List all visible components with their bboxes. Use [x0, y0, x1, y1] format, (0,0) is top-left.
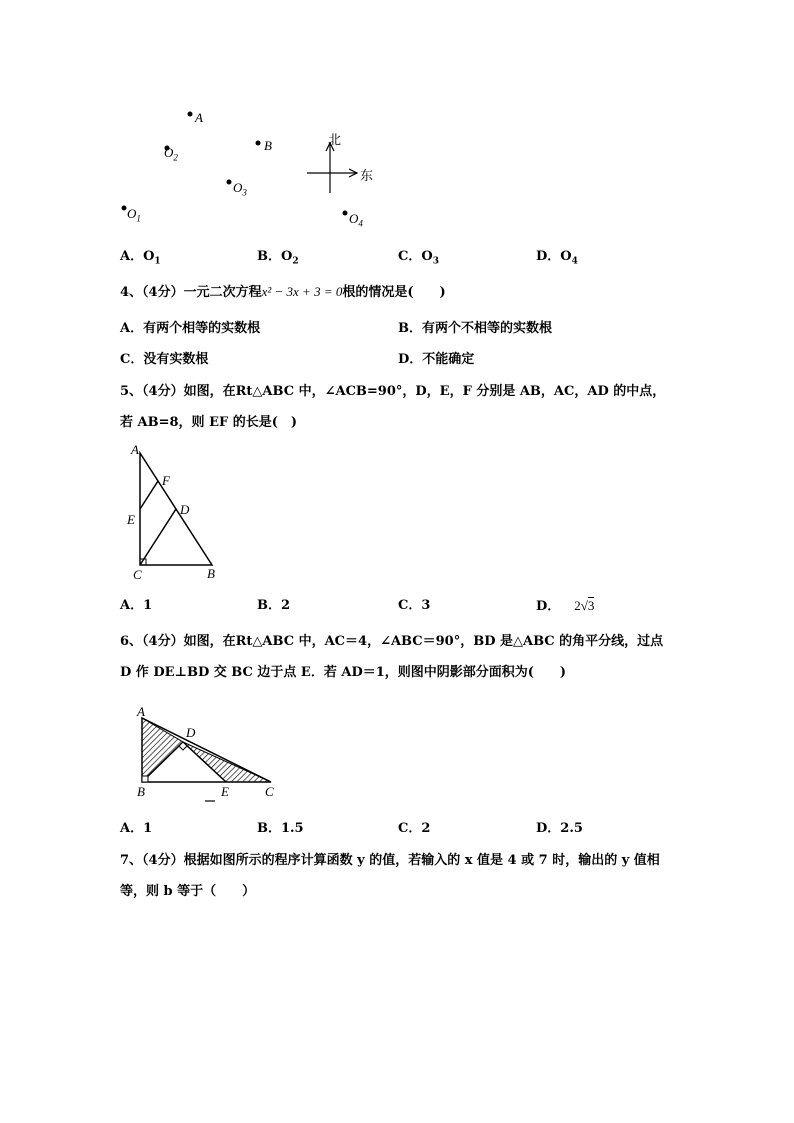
q4-equation: x² − 3x + 3 = 0 — [261, 284, 343, 299]
q4-option-b[interactable]: B．有两个不相等的实数根 — [398, 321, 552, 336]
east-label: 东 — [360, 169, 374, 184]
q6-option-b[interactable]: B．1.5 — [257, 821, 304, 836]
q5-label-a: A — [131, 442, 139, 457]
q5-label-c: C — [133, 567, 142, 582]
q3-option-a[interactable]: A．$O_1$ — [120, 249, 161, 267]
q5-option-a[interactable]: A．1 — [120, 598, 153, 613]
point-b-label: B — [264, 138, 272, 153]
point-o1-label: $O_1$ — [127, 206, 141, 224]
point-o2-label: $O_2$ — [164, 145, 178, 163]
q5-option-b[interactable]: B．2 — [257, 598, 291, 613]
q5-label-d: D — [180, 502, 190, 517]
q7-stem-line2: 等，则 b 等于（ ） — [120, 884, 256, 899]
q4-option-a[interactable]: A．有两个相等的实数根 — [120, 321, 261, 336]
q3-option-b[interactable]: B．$O_2$ — [257, 249, 299, 267]
q5-label-e: E — [127, 512, 135, 527]
q4-option-c[interactable]: C．没有实数根 — [120, 352, 209, 367]
q4-stem: 4、（4分）一元二次方程x² − 3x + 3 = 0根的情况是( ) — [120, 284, 446, 300]
q6-right-angle-mark-b — [142, 776, 148, 782]
q5-stem-line1: 5、（4分）如图，在Rt△ABC 中，∠ACB=90°，D，E，F 分别是 AB，AC，AD 的中点， — [120, 384, 666, 399]
point-o4-label: $O_4$ — [349, 211, 363, 229]
point-a-label: A — [195, 110, 203, 125]
q7-stem-line1: 7、（4分）根据如图所示的程序计算函数 y 的值，若输入的 x 值是 4 或 7 时，输出的 y 值相 — [120, 853, 660, 868]
q3-option-d[interactable]: D．$O_4$ — [536, 249, 578, 267]
q4-option-d[interactable]: D．不能确定 — [398, 352, 475, 367]
point-o3-label: $O_3$ — [233, 180, 247, 198]
q5-option-c[interactable]: C．3 — [398, 598, 431, 613]
sqrt-icon: √ — [580, 598, 588, 613]
q5-label-f: F — [162, 473, 170, 488]
q6-stem-line1: 6、（4分）如图，在Rt△ABC 中，AC＝4，∠ABC＝90°，BD 是△ABC 的角平分线，过点 — [120, 634, 664, 649]
q6-label-a: A — [137, 704, 145, 719]
q3-option-c[interactable]: C．$O_3$ — [398, 249, 439, 267]
north-label: 北 — [328, 133, 342, 148]
q6-option-a[interactable]: A．1 — [120, 821, 153, 836]
q6-stem-line2: D 作 DE⊥BD 交 BC 边于点 E．若 AD＝1，则图中阴影部分面积为( ) — [120, 665, 567, 680]
q5-label-b: B — [207, 566, 215, 581]
q6-option-c[interactable]: C．2 — [398, 821, 431, 836]
q5-option-d[interactable]: D． 2√3 — [536, 598, 595, 614]
q5-stem-line2: 若 AB=8，则 EF 的长是( ) — [120, 415, 298, 430]
q6-label-b: B — [137, 784, 145, 799]
q6-label-d: D — [186, 725, 196, 740]
q6-option-d[interactable]: D．2.5 — [536, 821, 583, 836]
q6-label-c: C — [265, 784, 274, 799]
q6-label-e: E — [221, 784, 229, 799]
